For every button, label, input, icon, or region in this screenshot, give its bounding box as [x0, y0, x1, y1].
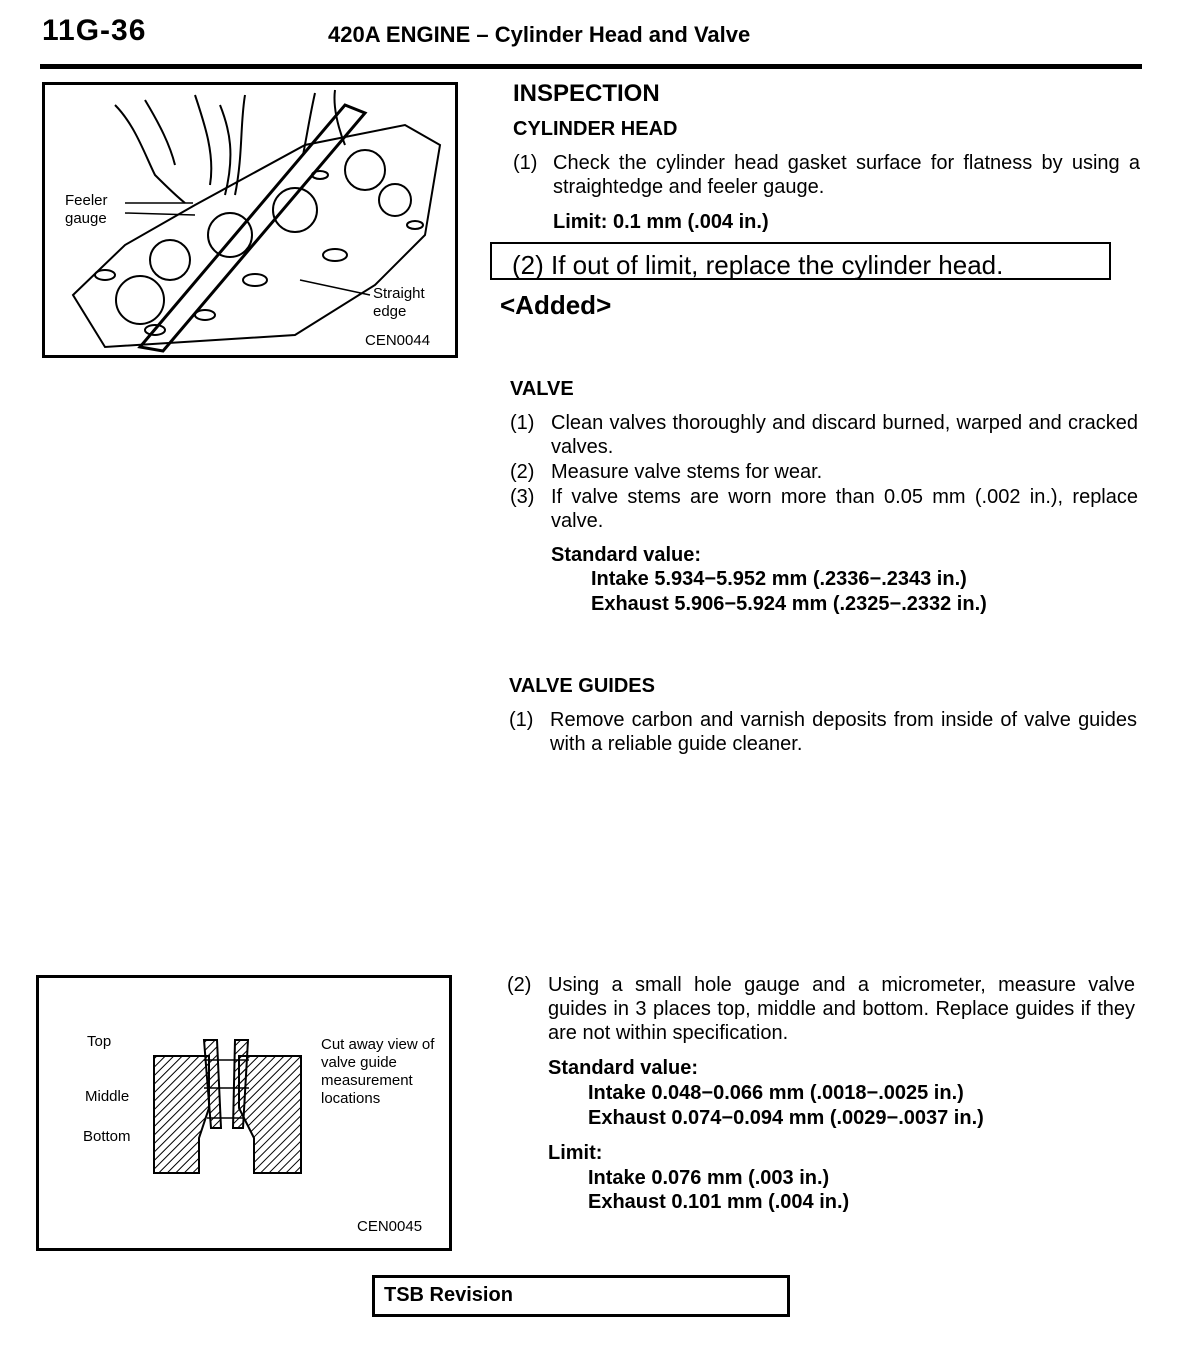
header-rule — [40, 64, 1142, 69]
valve-guide-illustration — [39, 978, 449, 1248]
valve-exhaust-value: Exhaust 5.906−5.924 mm (.2325−.2332 in.) — [591, 593, 987, 615]
top-label: Top — [87, 1033, 112, 1050]
guides-limit-exhaust: Exhaust 0.101 mm (.004 in.) — [588, 1191, 850, 1213]
item-number: (1) — [509, 709, 534, 731]
guides-limit-intake: Intake 0.076 mm (.003 in.) — [588, 1167, 830, 1189]
valve-guides-item-1: Remove carbon and varnish deposits from inside of valve guides with a reliable guide cleaner. — [550, 709, 1137, 755]
valve-item-3: If valve stems are worn more than 0.05 mm (.002 in.), replace valve. — [551, 486, 1138, 532]
tsb-revision-label: TSB Revision — [384, 1284, 513, 1306]
straight-edge-label: Straight edge — [373, 285, 425, 320]
guides-std-exhaust: Exhaust 0.074−0.094 mm (.0029−.0037 in.) — [588, 1107, 984, 1129]
guides-std-intake: Intake 0.048−0.066 mm (.0018−.0025 in.) — [588, 1082, 964, 1104]
valve-guides-item-2: Using a small hole gauge and a micrometer, measure valve guides in 3 places top, middle and bottom. Replace guides if they are not within specification. — [548, 974, 1135, 1044]
valve-intake-value: Intake 5.934−5.952 mm (.2336−.2343 in.) — [591, 568, 967, 590]
cylinder-head-limit: Limit: 0.1 mm (.004 in.) — [553, 211, 769, 233]
figure-valve-guide — [36, 975, 452, 1251]
bottom-label: Bottom — [83, 1128, 131, 1145]
figure-code: CEN0045 — [357, 1218, 423, 1235]
item-number: (2) — [507, 974, 532, 996]
valve-item-2: Measure valve stems for wear. — [551, 461, 823, 483]
item-number: (1) — [513, 152, 538, 174]
valve-item-1: Clean valves thoroughly and discard burned, warped and cracked valves. — [551, 412, 1138, 458]
item-number: (1) — [510, 412, 535, 434]
figure-cylinder-head — [42, 82, 458, 358]
figure-code: CEN0044 — [365, 332, 431, 349]
feeler-gauge-label: Feeler gauge — [65, 192, 108, 227]
figure-caption: Cut away view of valve guide measurement locations — [321, 1036, 435, 1107]
item-number: (3) — [510, 486, 535, 508]
valve-standard-label: Standard value: — [551, 544, 702, 566]
added-note: <Added> — [500, 290, 612, 320]
page-number: 11G-36 — [42, 14, 147, 47]
item-number: (2) — [510, 461, 535, 483]
guides-limit-label: Limit: — [548, 1142, 603, 1164]
guides-standard-label: Standard value: — [548, 1057, 699, 1079]
inspection-heading: INSPECTION — [513, 80, 660, 107]
page-title: 420A ENGINE – Cylinder Head and Valve — [328, 22, 751, 47]
valve-guides-heading: VALVE GUIDES — [509, 675, 655, 697]
cylinder-head-item-1: Check the cylinder head gasket surface for flatness by using a straightedge and feeler gauge. — [553, 152, 1140, 198]
cylinder-head-heading: CYLINDER HEAD — [513, 118, 678, 140]
valve-heading: VALVE — [510, 378, 574, 400]
middle-label: Middle — [85, 1088, 130, 1105]
cylinder-head-item-2: (2) If out of limit, replace the cylinder head. — [512, 250, 1004, 280]
